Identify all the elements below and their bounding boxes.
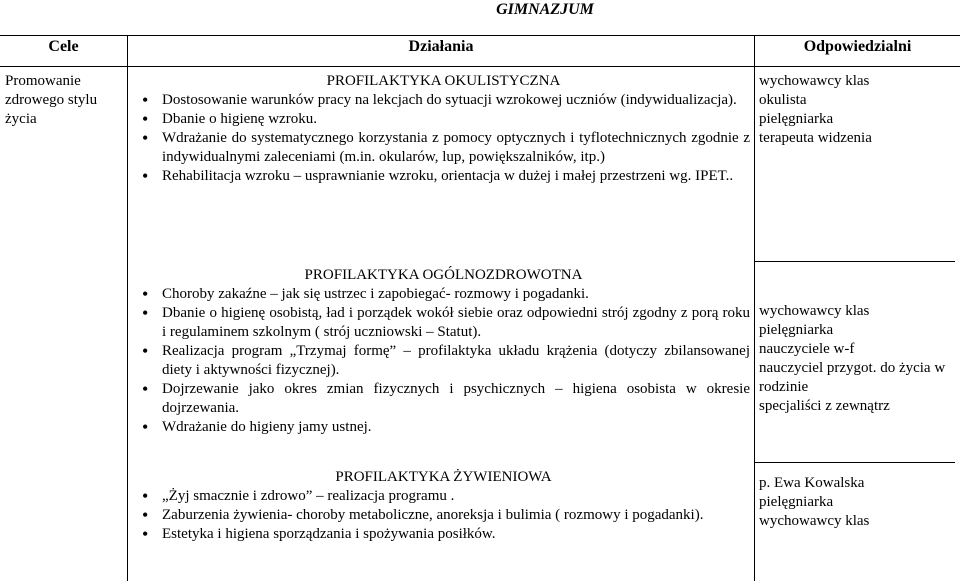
responsible-item: nauczyciel przygot. do życia w rodzinie — [759, 360, 946, 395]
responsible-item: p. Ewa Kowalska — [759, 475, 865, 491]
list-item: • Rehabilitacja wzroku – usprawnianie wzroku, orientacja w dużej i małej przestrzeni wg. IPET.. — [137, 167, 750, 186]
responsible-item: pielęgniarka — [759, 494, 834, 510]
list-item: • Dbanie o higienę wzroku. — [137, 110, 750, 129]
list-item: • Zaburzenia żywienia- choroby metaboliczne, anoreksja i bulimia ( rozmowy i pogadanki). — [137, 506, 750, 525]
header-goals: Cele — [48, 38, 79, 55]
responsible-item: terapeuta widzenia — [759, 130, 872, 146]
table-top-border — [0, 35, 960, 36]
list-item: • Realizacja program „Trzymaj formę” – profilaktyka układu krążenia (dotyczy zbilansowanej diety i aktywności fizycznej). — [137, 342, 750, 380]
responsible-item: pielęgniarka — [759, 322, 834, 338]
responsible-item: wychowawcy klas — [759, 513, 870, 529]
list-item: • Dojrzewanie jako okres zmian fizycznych i psychicznych – higiena osobista w okresie dojrzewania. — [137, 380, 750, 418]
responsible-item: specjaliści z zewnątrz — [759, 398, 890, 414]
list-item: • Wdrażanie do higieny jamy ustnej. — [137, 418, 750, 437]
responsible-ogolnozdrowotna — [759, 302, 957, 416]
list-item: • Choroby zakaźne – jak się ustrzec i zapobiegać- rozmowy i pogadanki. — [137, 285, 750, 304]
section-okulistyczna — [137, 72, 750, 186]
responsible-item: nauczyciele w-f — [759, 341, 855, 357]
header-actions: Działania — [408, 38, 474, 55]
list-item: • Dostosowanie warunków pracy na lekcjach do sytuacji wzrokowej uczniów (indywidualizacja). — [137, 91, 750, 110]
col-divider-2 — [754, 35, 755, 581]
col-divider-1 — [127, 35, 128, 581]
responsible-item: wychowawcy klas — [759, 303, 870, 319]
bullet-list — [137, 91, 750, 186]
goal-text: Promowanie zdrowego stylu życia — [5, 73, 98, 127]
list-item: • Dbanie o higienę osobistą, ład i porządek wokół siebie oraz odpowiedni strój zgodny z porą roku i regulaminem szkolnym ( strój uczniowski – Statut). — [137, 304, 750, 342]
section-title: PROFILAKTYKA ŻYWIENIOWA — [335, 469, 552, 485]
section-zywieniowa — [137, 468, 750, 544]
list-item: • Wdrażanie do systematycznego korzystania z pomocy optycznych i tyflotechnicznych zgodnie z indywidualnymi zaleceniami (m.in. okularów, lup, powiększalników, itp.) — [137, 129, 750, 167]
list-item: • „Żyj smacznie i zdrowo” – realizacja programu . — [137, 487, 750, 506]
section-ogolnozdrowotna — [137, 266, 750, 437]
document-title: GIMNAZJUM — [496, 1, 594, 18]
header-bottom-border — [0, 66, 960, 67]
section-title: PROFILAKTYKA OKULISTYCZNA — [326, 73, 561, 89]
responsible-zywieniowa — [759, 474, 957, 531]
responsible-item: okulista — [759, 92, 807, 108]
bullet-list — [137, 285, 750, 437]
header-responsible: Odpowiedzialni — [803, 38, 912, 55]
section-title: PROFILAKTYKA OGÓLNOZDROWOTNA — [304, 267, 583, 283]
responsible-okulistyczna — [759, 72, 957, 148]
responsible-item: pielęgniarka — [759, 111, 834, 127]
resp-separator-2 — [755, 462, 955, 463]
responsible-item: wychowawcy klas — [759, 73, 870, 89]
resp-separator-1 — [755, 261, 955, 262]
bullet-list — [137, 487, 750, 544]
list-item: • Estetyka i higiena sporządzania i spożywania posiłków. — [137, 525, 750, 544]
